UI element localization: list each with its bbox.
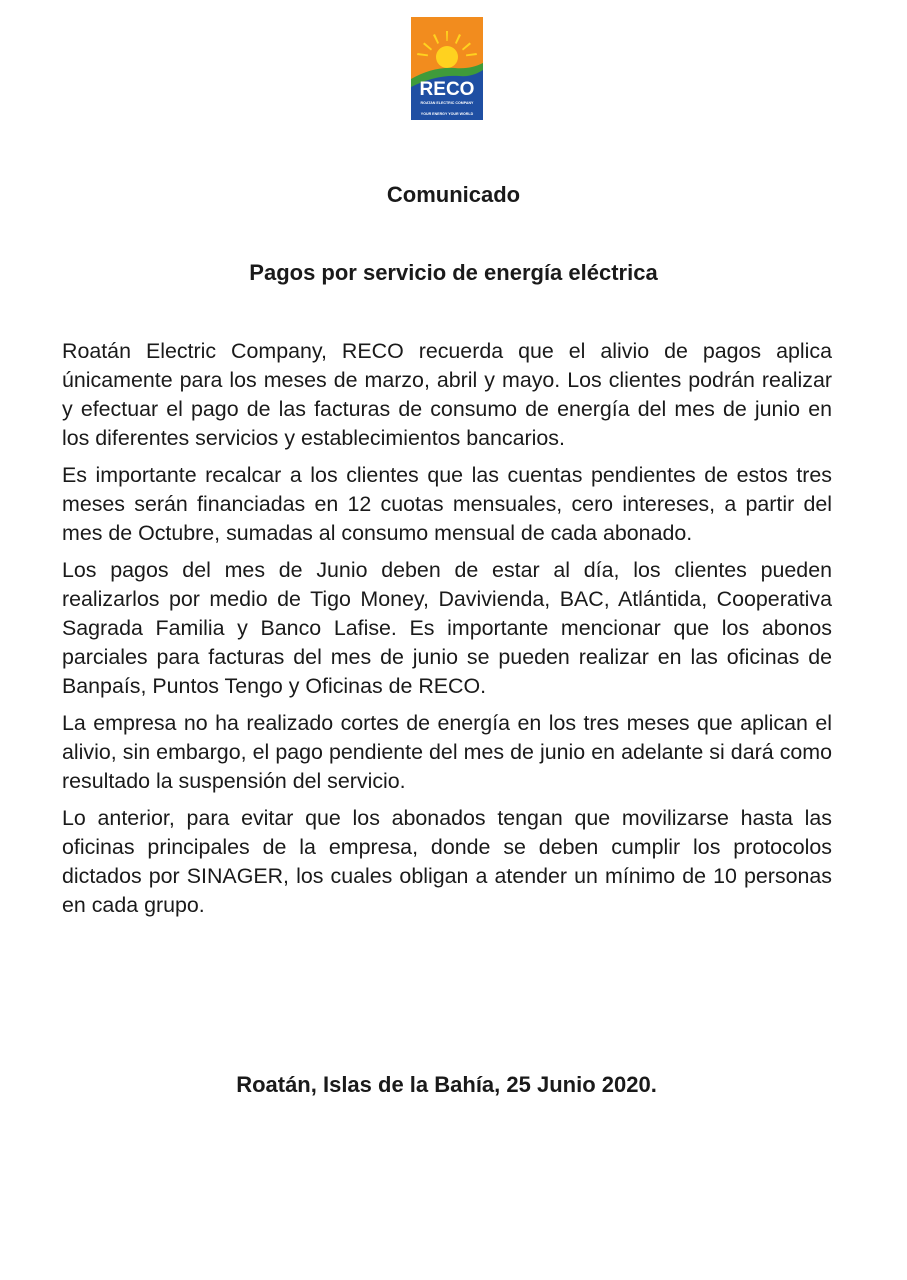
document-signoff: Roatán, Islas de la Bahía, 25 Junio 2020. [236, 1072, 657, 1097]
document-subheading: Pagos por servicio de energía eléctrica [249, 260, 658, 285]
logo-brand-text: RECO [419, 79, 475, 100]
logo-company-text: ROATAN ELECTRIC COMPANY [420, 101, 474, 105]
body-paragraph-5: Lo anterior, para evitar que los abonados tengan que movilizarse hasta las oficinas principales de la empresa, donde se deben cumplir los protocolos dictados por SINAGER, los cuales obligan a atender un mínimo de 10 personas en cada grupo. [62, 806, 832, 917]
body-paragraph-4: La empresa no ha realizado cortes de energía en los tres meses que aplican el alivio, sin embargo, el pago pendiente del mes de junio en adelante si dará como resultado la suspensión del servicio. [62, 711, 832, 793]
document-heading: Comunicado [386, 182, 521, 207]
reco-logo [411, 17, 483, 120]
body-paragraph-3: Los pagos del mes de Junio deben de estar al día, los clientes pueden realizarlos por medio de Tigo Money, Davivienda, BAC, Atlántida, Cooperativa Sagrada Familia y Banco Lafise. Es importante mencionar que los abonos parciales para facturas del mes de junio se pueden realizar en las oficinas de Banpaís, Puntos Tengo y Oficinas de RECO. [62, 558, 832, 698]
body-paragraph-1: Roatán Electric Company, RECO recuerda que el alivio de pagos aplica únicamente para los meses de marzo, abril y mayo. Los clientes podrán realizar y efectuar el pago de las facturas de consumo de energía del mes de junio en los diferentes servicios y establecimientos bancarios. [62, 339, 832, 450]
body-paragraph-2: Es importante recalcar a los clientes que las cuentas pendientes de estos tres meses serán financiadas en 12 cuotas mensuales, cero intereses, a partir del mes de Octubre, sumadas al consumo mensual de cada abonado. [62, 463, 832, 545]
logo-tagline-text: YOUR ENERGY YOUR WORLD [420, 112, 474, 116]
document-body [62, 337, 832, 928]
reco-logo-graphic [411, 17, 483, 120]
